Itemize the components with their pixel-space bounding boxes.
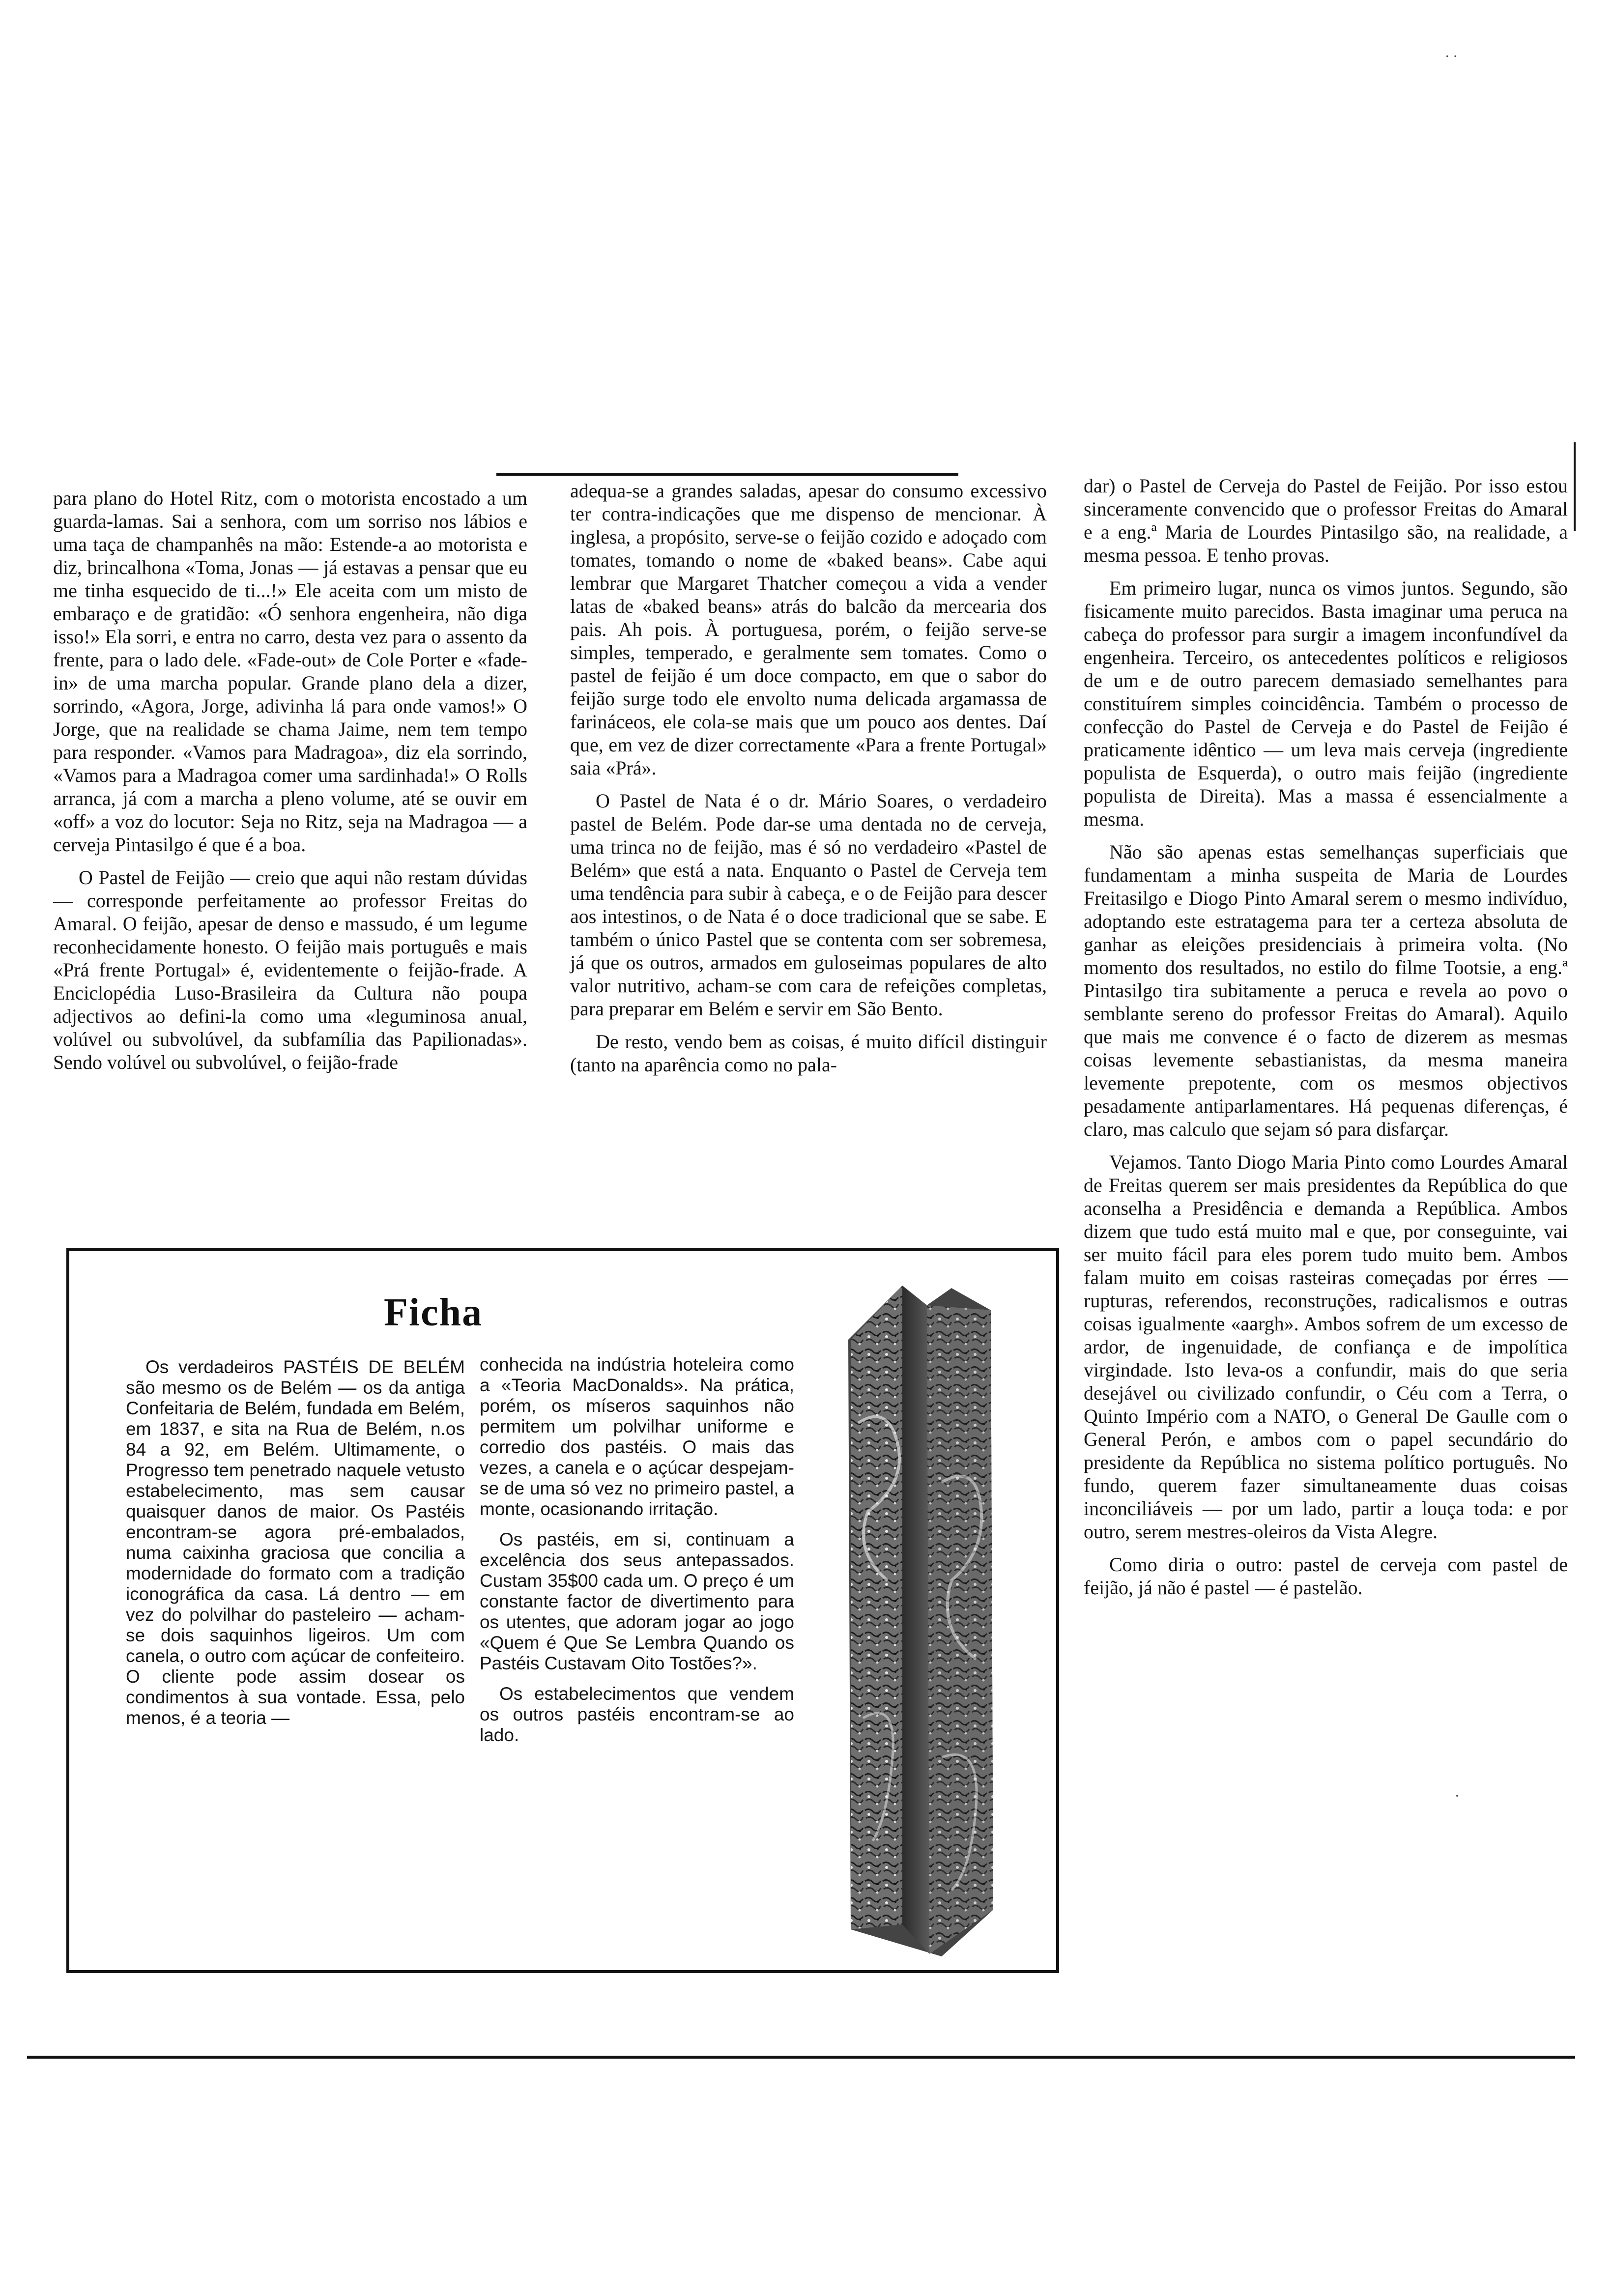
middle-paragraph-2: O Pastel de Nata é o dr. Mário Soares, o verdadeiro pastel de Belém. Pode dar-se uma dentada no de cerveja, uma trinca no de feijão, mas é só no verdadeiro «Pastel de Belém» que está a nata. Enquanto o Pastel de Cerveja tem uma tendência para subir à cabeça, e o de Feijão para descer aos intestinos, o de Nata é o doce tradicional que se sabe. E também o único Pastel que se contenta com ser sobremesa, já que os outros, armados em guloseimas populares de alto valor nutritivo, acham-se com cara de refeições completas, para preparar em Belém e servir em São Bento. — [570, 790, 1047, 1020]
column-divider-right-top — [1574, 442, 1576, 531]
ficha-paragraph-4: Os estabelecimentos que vendem os outros pastéis encontram-se ao lado. — [480, 1684, 794, 1745]
article-column-right — [1084, 474, 1568, 1609]
ficha-paragraph-2: conhecida na indústria hoteleira como a «Teoria MacDonalds». Na prática, porém, os míseros saquinhos não permitem um polvilhar uniforme e corredio dos pastéis. O mais das vezes, a canela e o açúcar despejam-se de uma só vez no primeiro pastel, a monte, ocasionando irritação. — [480, 1354, 794, 1519]
bottom-rule — [27, 2056, 1575, 2059]
right-paragraph-3: Não são apenas estas semelhanças superficiais que fundamentam a minha suspeita de Maria de Lourdes Freitasilgo e Diogo Pinto Amaral serem o mesmo indivíduo, adoptando este estratagema para ter a certeza absoluta de ganhar as eleições presidenciais à primeira volta. (No momento dos resultados, no estilo do filme Tootsie, a eng.ª Pintasilgo tira subitamente a peruca e revela ao povo o semblante sereno do professor Freitas do Amaral). Aquilo que mais me convence é o facto de dizerem as mesmas coisas levemente sebastianistas, da mesma maneira levemente prepotente, com os mesmos objectivos pesadamente antiparlamentares. Há pequenas diferenças, é claro, mas calculo que sejam só para disfarçar. — [1084, 841, 1568, 1140]
right-paragraph-1: dar) o Pastel de Cerveja do Pastel de Feijão. Por isso estou sinceramente convencido que o professor Freitas do Amaral e a eng.ª Maria de Lourdes Pintasilgo são, na realidade, a mesma pessoa. E tenho provas. — [1084, 475, 1568, 566]
right-paragraph-5: Como diria o outro: pastel de cerveja com pastel de feijão, já não é pastel — é pastelão. — [1084, 1553, 1568, 1599]
middle-paragraph-1: adequa-se a grandes saladas, apesar do consumo excessivo ter contra-indicações que me dispenso de mencionar. À inglesa, a propósito, serve-se o feijão cozido e adoçado com tomates, tomando o nome de «baked beans». Cabe aqui lembrar que Margaret Thatcher começou a vida a vender latas de «baked beans» atrás do balcão da mercearia dos pais. Ah pois. À portuguesa, porém, o feijão serve-se simples, temperado, e geralmente sem tomates. Como o pastel de feijão é um doce compacto, em que o sabor do feijão surge todo ele envolto numa delicada argamassa de farináceos, ele cola-se mais que um pouco aos dentes. Daí que, em vez de dizer correctamente «Para a frente Portugal» saia «Prá». — [570, 480, 1047, 779]
ficha-paragraph-1: Os verdadeiros PASTÉIS DE BELÉM são mesmo os de Belém — os da antiga Confeitaria de Belém, fundada em Belém, em 1837, e sita na Rua de Belém, n.os 84 a 92, em Belém. Ultimamente, o Progresso tem penetrado naquele vetusto estabelecimento, mas sem causar quaisquer danos de maior. Os Pastéis encontram-se agora pré-embalados, numa caixinha graciosa que concilia a modernidade do formato com a tradição iconográfica da casa. Lá dentro — em vez do polvilhar do pasteleiro — acham-se dois saquinhos ligeiros. Um com canela, o outro com açúcar de confeiteiro. O cliente pode assim dosear os condimentos à sua vontade. Essa, pelo menos, é a teoria — — [126, 1357, 465, 1728]
ficha-title: Ficha — [384, 1291, 483, 1334]
ficha-paragraph-3: Os pastéis, em si, continuam a excelência dos seus antepassados. Custam 35$00 cada um. O preço é um constante factor de divertimento para os utentes, que adoram jogar ao jogo «Quem é Que Se Lembra Quando os Pastéis Custavam Oito Tostões?». — [480, 1529, 794, 1673]
article-column-left — [53, 487, 527, 1084]
right-paragraph-4: Vejamos. Tanto Diogo Maria Pinto como Lourdes Amaral de Freitas querem ser mais presidentes da República do que aconselha a Presidência e demanda a República. Ambos dizem que tudo está muito mal e que, por conseguinte, vai ser muito fácil para eles porem tudo muito bem. Ambos falam muito em coisas rasteiras começadas por érres — rupturas, referendos, reconstruções, radicalismos e outras coisas igualmente «aargh». Ambos sofrem de um excesso de ardor, de ingenuidade, de confiança e de impolítica virgindade. Isto leva-os a confundir, mais do que seria desejável ou civilizado confundir, o Céu com a Terra, o Quinto Império com a NATO, o General De Gaulle com o General Perón, e ambos com o papel secundário do presidente da República no sistema político português. No fundo, querem fazer simultaneamente duas coisas inconciliáveis — por um lado, partir a louça toda: e por outro, serem mestres-oleiros da Vista Alegre. — [1084, 1151, 1568, 1543]
left-paragraph-2: O Pastel de Feijão — creio que aqui não restam dúvidas — corresponde perfeitamente ao professor Freitas do Amaral. O feijão, apesar de denso e massudo, é um legume reconhecidamente honesto. O feijão mais português e mais «Prá frente Portugal» é, evidentemente o feijão-frade. A Enciclopédia Luso-Brasileira da Cultura não poupa adjectivos ao defini-la como uma «leguminosa anual, volúvel ou subvolúvel, da subfamília das Papilionadas». Sendo volúvel ou subvolúvel, o feijão-frade — [53, 866, 527, 1073]
left-paragraph-1: para plano do Hotel Ritz, com o motorista encostado a um guarda-lamas. Sai a senhora, com um sorriso nos lábios e uma taça de champanhês na mão: Estende-a ao motorista e diz, brincalhona «Toma, Jonas — já estavas a pensar que eu me tinha esquecido de ti...!» Ele aceita com um misto de embaraço e de gratidão: «Ó senhora engenheira, não diga isso!» Ela sorri, e entra no carro, desta vez para o assento da frente, para o lado dele. «Fade-out» de Cole Porter e «fade-in» de uma marcha popular. Grande plano dela a dizer, sorrindo, «Agora, Jorge, adivinha lá para onde vamos!» O Jorge, que na realidade se chama Jaime, nem tem tempo para responder. «Vamos para Madragoa», diz ela sorrindo, «Vamos para a Madragoa comer uma sardinhada!» O Rolls arranca, já com a marcha a pleno volume, até se ouvir em «off» a voz do locutor: Seja no Ritz, seja na Madragoa — a cerveja Pintasilgo é que é a boa. — [53, 487, 527, 856]
scan-speck: · — [1455, 1789, 1460, 1804]
ficha-column-1 — [126, 1357, 465, 1738]
right-paragraph-2: Em primeiro lugar, nunca os vimos juntos. Segundo, são fisicamente muito parecidos. Basta imaginar uma peruca na cabeça do professor para surgir a imagem inconfundível da engenheira. Terceiro, os antecedentes políticos e religiosos de um e de outro parecem demasiado semelhantes para constituírem simples coincidência. Também o processo de confecção do Pastel de Cerveja e do Pastel de Feijão é praticamente idêntico — um leva mais cerveja (ingrediente populista de Esquerda), o outro mais feijão (ingrediente populista de Direita). Mas a massa é essencialmente a mesma. — [1084, 577, 1568, 830]
middle-paragraph-3: De resto, vendo bem as coisas, é muito difícil distinguir (tanto na aparência como no pala- — [570, 1031, 1047, 1076]
article-column-middle — [570, 479, 1047, 1086]
pastry-box-illustration — [829, 1276, 1015, 1964]
ficha-box — [66, 1248, 1059, 1973]
scan-speck: · · — [1445, 49, 1458, 64]
top-rule-left — [496, 473, 958, 476]
ficha-column-2 — [480, 1354, 794, 1755]
